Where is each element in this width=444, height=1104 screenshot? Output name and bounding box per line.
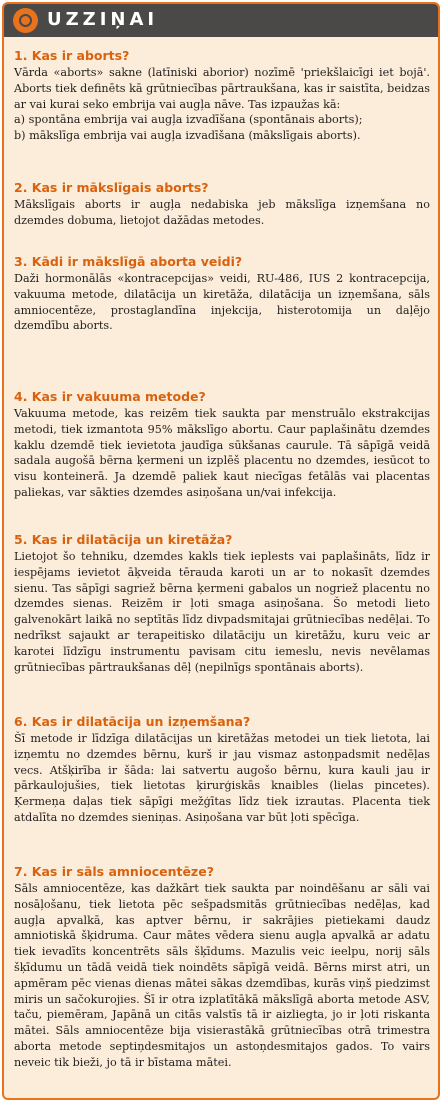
info-panel [2,2,440,1100]
section-title: 6. Kas ir dilatācija un izņemšana? [14,714,251,729]
section-body: Daži hormonālās «kontracepcijas» veidi, RU-486, IUS 2 kontracepcija, vakuuma metode, dilatācija un kiretāža, dilatācija un izņemšana, sāls amniocentēze, prostaglandīna injekcija, histerotomija un daļējo dzemdību aborts. [14,272,430,333]
list-item: a) spontāna embrija vai augļa izvadīšana (spontānais aborts); [14,113,363,127]
panel-header [4,4,438,37]
header-title: UZZIŅAI [47,9,159,30]
section-4 [14,389,430,501]
section-title: 3. Kādi ir mākslīgā aborta veidi? [14,254,243,269]
section-title: 2. Kas ir mākslīgais aborts? [14,180,209,195]
list-item: b) mākslīga embrija vai augļa izvadīšana (mākslīgais aborts). [14,129,361,143]
section-6 [14,714,430,826]
section-5 [14,532,430,675]
section-title: 7. Kas ir sāls amniocentēze? [14,864,214,879]
section-title: 5. Kas ir dilatācija un kiretāža? [14,532,233,547]
section-body: Sāls amniocentēze, kas dažkārt tiek saukta par noindēšanu ar sāli vai nosāļošanu, tiek lietota pēc sešpadsmitās grūtniecības nedēļas, kad augļa apvalkā, kas aptver bērnu, ir sakrājies pietiekami daudz amniotiskā šķidruma. Caur mātes vēdera sienu augļa apvalkā ar adatu tiek ievadīts koncentrēts sāls šķīdums. Mazulis veic ieelpu, norij sāls šķīdumu un tādā veidā tiek noindēts sāpīgā veidā. Bērns mirst atri, un apmēram pēc vienas dienas mātei sākas dzemdības, kurās viņš piedzimst miris un sačokurojies. Šī ir otra izplatītākā mākslīgā aborta metode ASV, taču, piemēram, Japānā un citās valstīs tā ir aizliegta, jo ir ļoti riskanta mātei. Sāls amniocentēze bija visierastākā grūtniecības otrā trimestra aborta metode septiņdesmitajos un astoņdesmitajos gados. To vairs neveic tik bieži, jo tā ir bīstama mātei. [14,882,431,1069]
section-body: Mākslīgais aborts ir augļa nedabiska jeb mākslīga izņemšana no dzemdes dobuma, lietojot dažādas metodes. [14,198,430,227]
orange-ring-logo-icon [13,8,38,33]
section-title: 4. Kas ir vakuuma metode? [14,389,206,404]
section-1 [14,48,430,144]
section-body: Vārda «aborts» sakne (latīniski aborior) nozīmē 'priekšlaicīgi iet bojā'. Aborts tiek definēts kā grūtniecības pārtraukšana, kas ir saistīta, beidzas ar vai kurai seko embrija vai augļa nāve. Tas izpaužas kā: [14,66,430,111]
section-body: Lietojot šo tehniku, dzemdes kakls tiek ieplests vai paplašināts, līdz ir iespējams ievietot āķveida tērauda karoti un ar to nokasīt dzemdes sienu. Tas sāpīgi sagriež bērna ķermeni gabalos un nogriež placentu no dzemdes sienas. Reizēm ir ļoti smaga asiņošana. Šo metodi lieto galvenokārt laikā no septītās līdz divpadsmitajai grūtniecības nedēļai. To nedrīkst sajaukt ar terapeitisko dilatāciju un kiretāžu, kuru veic ar karotei līdzīgu instrumentu pavisam citu iemeslu, nevis nevēlamas grūtniecības pārtraukšanas dēļ (nepilnīgs spontānais aborts). [14,550,430,674]
section-3 [14,254,430,334]
section-2 [14,180,430,229]
section-7 [14,864,430,1071]
section-title: 1. Kas ir aborts? [14,48,130,63]
section-body: Vakuuma metode, kas reizēm tiek saukta par menstruālo ekstrakcijas metodi, tiek izmantota 95% mākslīgo abortu. Caur paplašinātu dzemdes kaklu dzemdē tiek ievietota jaudīga sūkšanas caurule. Tā sāpīgā veidā sadala augošā bērna ķermeni un izplēš placentu no dzemdes, iesūcot to visu konteinerā. Ja dzemdē paliek kaut niecīgas fetālās vai placentas paliekas, var sākties dzemdes asiņošana un/vai infekcija. [14,407,430,499]
section-body: Šī metode ir līdzīga dilatācijas un kiretāžas metodei un tiek lietota, lai izņemtu no dzemdes bērnu, kurš ir jau vismaz astoņpadsmit nedēļas vecs. Atšķirība ir šāda: lai satvertu augošo bērnu, kura kauli jau ir pārkaulojušies, tiek lietotas ķirurģiskās knaibles (lielas pincetes). Ķermeņa daļas tiek sāpīgi mežģītas līdz tiek izrautas. Placenta tiek atdalīta no dzemdes sieniņas. Asiņošana var būt ļoti spēcīga. [14,732,430,824]
